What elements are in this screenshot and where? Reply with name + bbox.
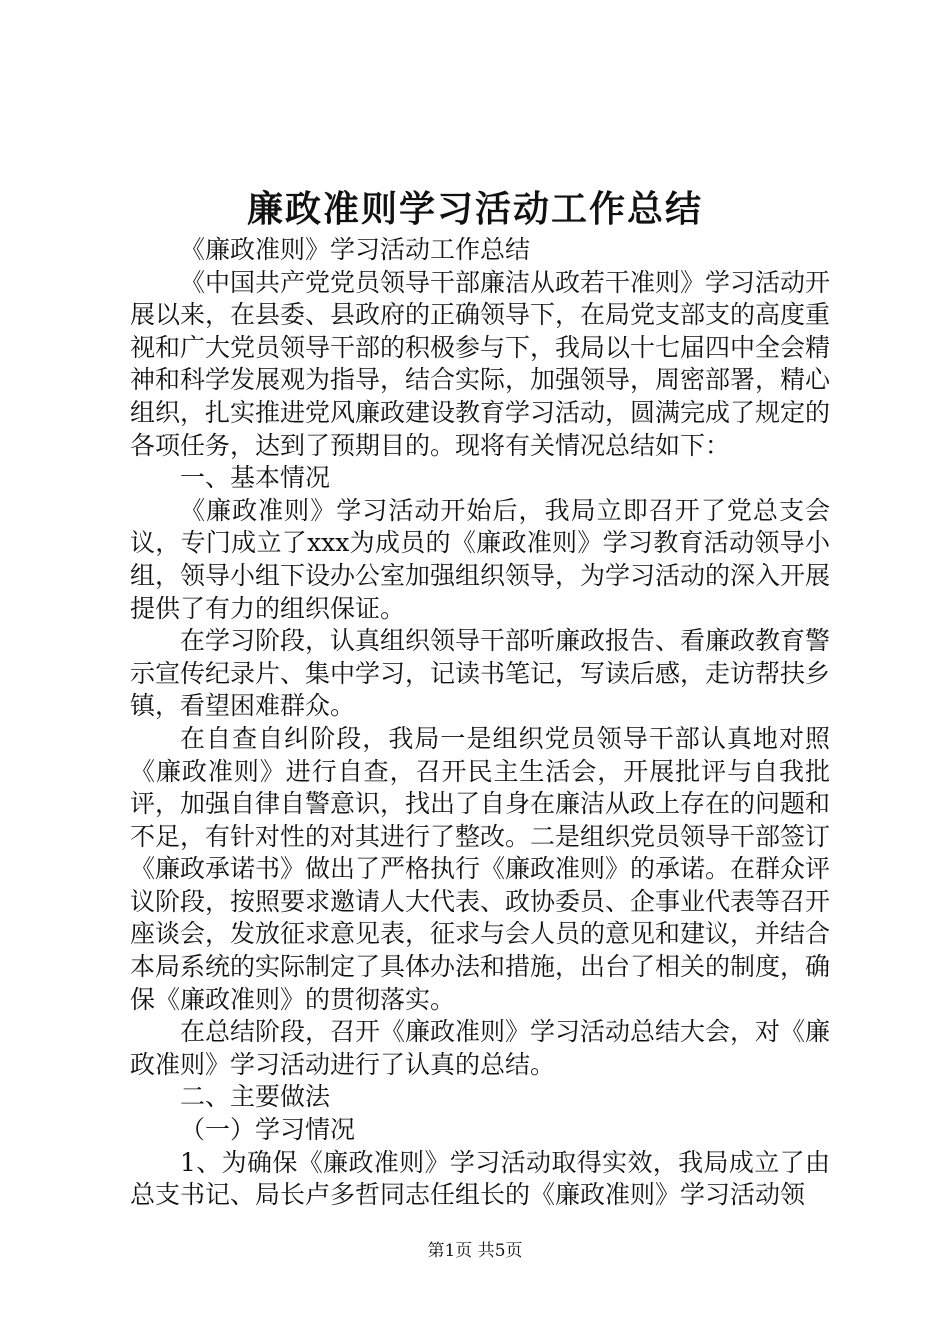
- page-number-footer: 第1页 共5页: [427, 1241, 523, 1261]
- paragraph-study-1: 1、为确保《廉政准则》学习活动取得实效，我局成立了由总支书记、局长卢多哲同志任组长的《廉政准则》学习活动领: [130, 1147, 830, 1210]
- paragraph-basic-2: 在学习阶段，认真组织领导干部听廉政报告、看廉政教育警示宣传纪录片、集中学习，记读书笔记，写读后感，走访帮扶乡镇，看望困难群众。: [130, 626, 831, 721]
- paragraph-basic-4: 在总结阶段，召开《廉政准则》学习活动总结大会，对《廉政准则》学习活动进行了认真的总结。: [130, 1017, 831, 1079]
- document-title: 廉政准则学习活动工作总结: [246, 189, 703, 230]
- document-body: [130, 234, 830, 1212]
- section-heading-methods: 二、主要做法: [180, 1082, 331, 1112]
- paragraph-basic-3: 在自查自纠阶段，我局一是组织党员领导干部认真地对照《廉政准则》进行自查，召开民主生活会，开展批评与自我批评，加强自律自警意识，找出了自身在廉洁从政上存在的问题和不足，有针对性的对其进行了整改。二是组织党员领导干部签订《廉政承诺书》做出了严格执行《廉政准则》的承诺。在群众评议阶段，按照要求邀请人大代表、政协委员、企事业代表等召开座谈会，发放征求意见表，征求与会人员的意见和建议，并结合本局系统的实际制定了具体办法和措施，出台了相关的制度，确保《廉政准则》的贯彻落实。: [130, 723, 831, 1014]
- section-heading-basic: 一、基本情况: [180, 463, 331, 493]
- paragraph-intro: 《中国共产党党员领导干部廉洁从政若干准则》学习活动开展以来，在县委、县政府的正确领导下，在局党支部支的高度重视和广大党员领导干部的积极参与下，我局以十七届四中全会精神和科学发展观为指导，结合实际，加强领导，周密部署，精心组织，扎实推进党风廉政建设教育学习活动，圆满完成了规定的各项任务，达到了预期目的。现将有关情况总结如下：: [130, 267, 831, 460]
- subsection-heading-study: （一）学习情况: [180, 1115, 356, 1145]
- paragraph-basic-1: 《廉政准则》学习活动开始后，我局立即召开了党总支会议，专门成立了xxx为成员的《廉政准则》学习教育活动领导小组，领导小组下设办公室加强组织领导，为学习活动的深入开展提供了有力的组织保证。: [130, 495, 831, 623]
- paragraph-subtitle: 《廉政准则》学习活动工作总结: [180, 235, 531, 264]
